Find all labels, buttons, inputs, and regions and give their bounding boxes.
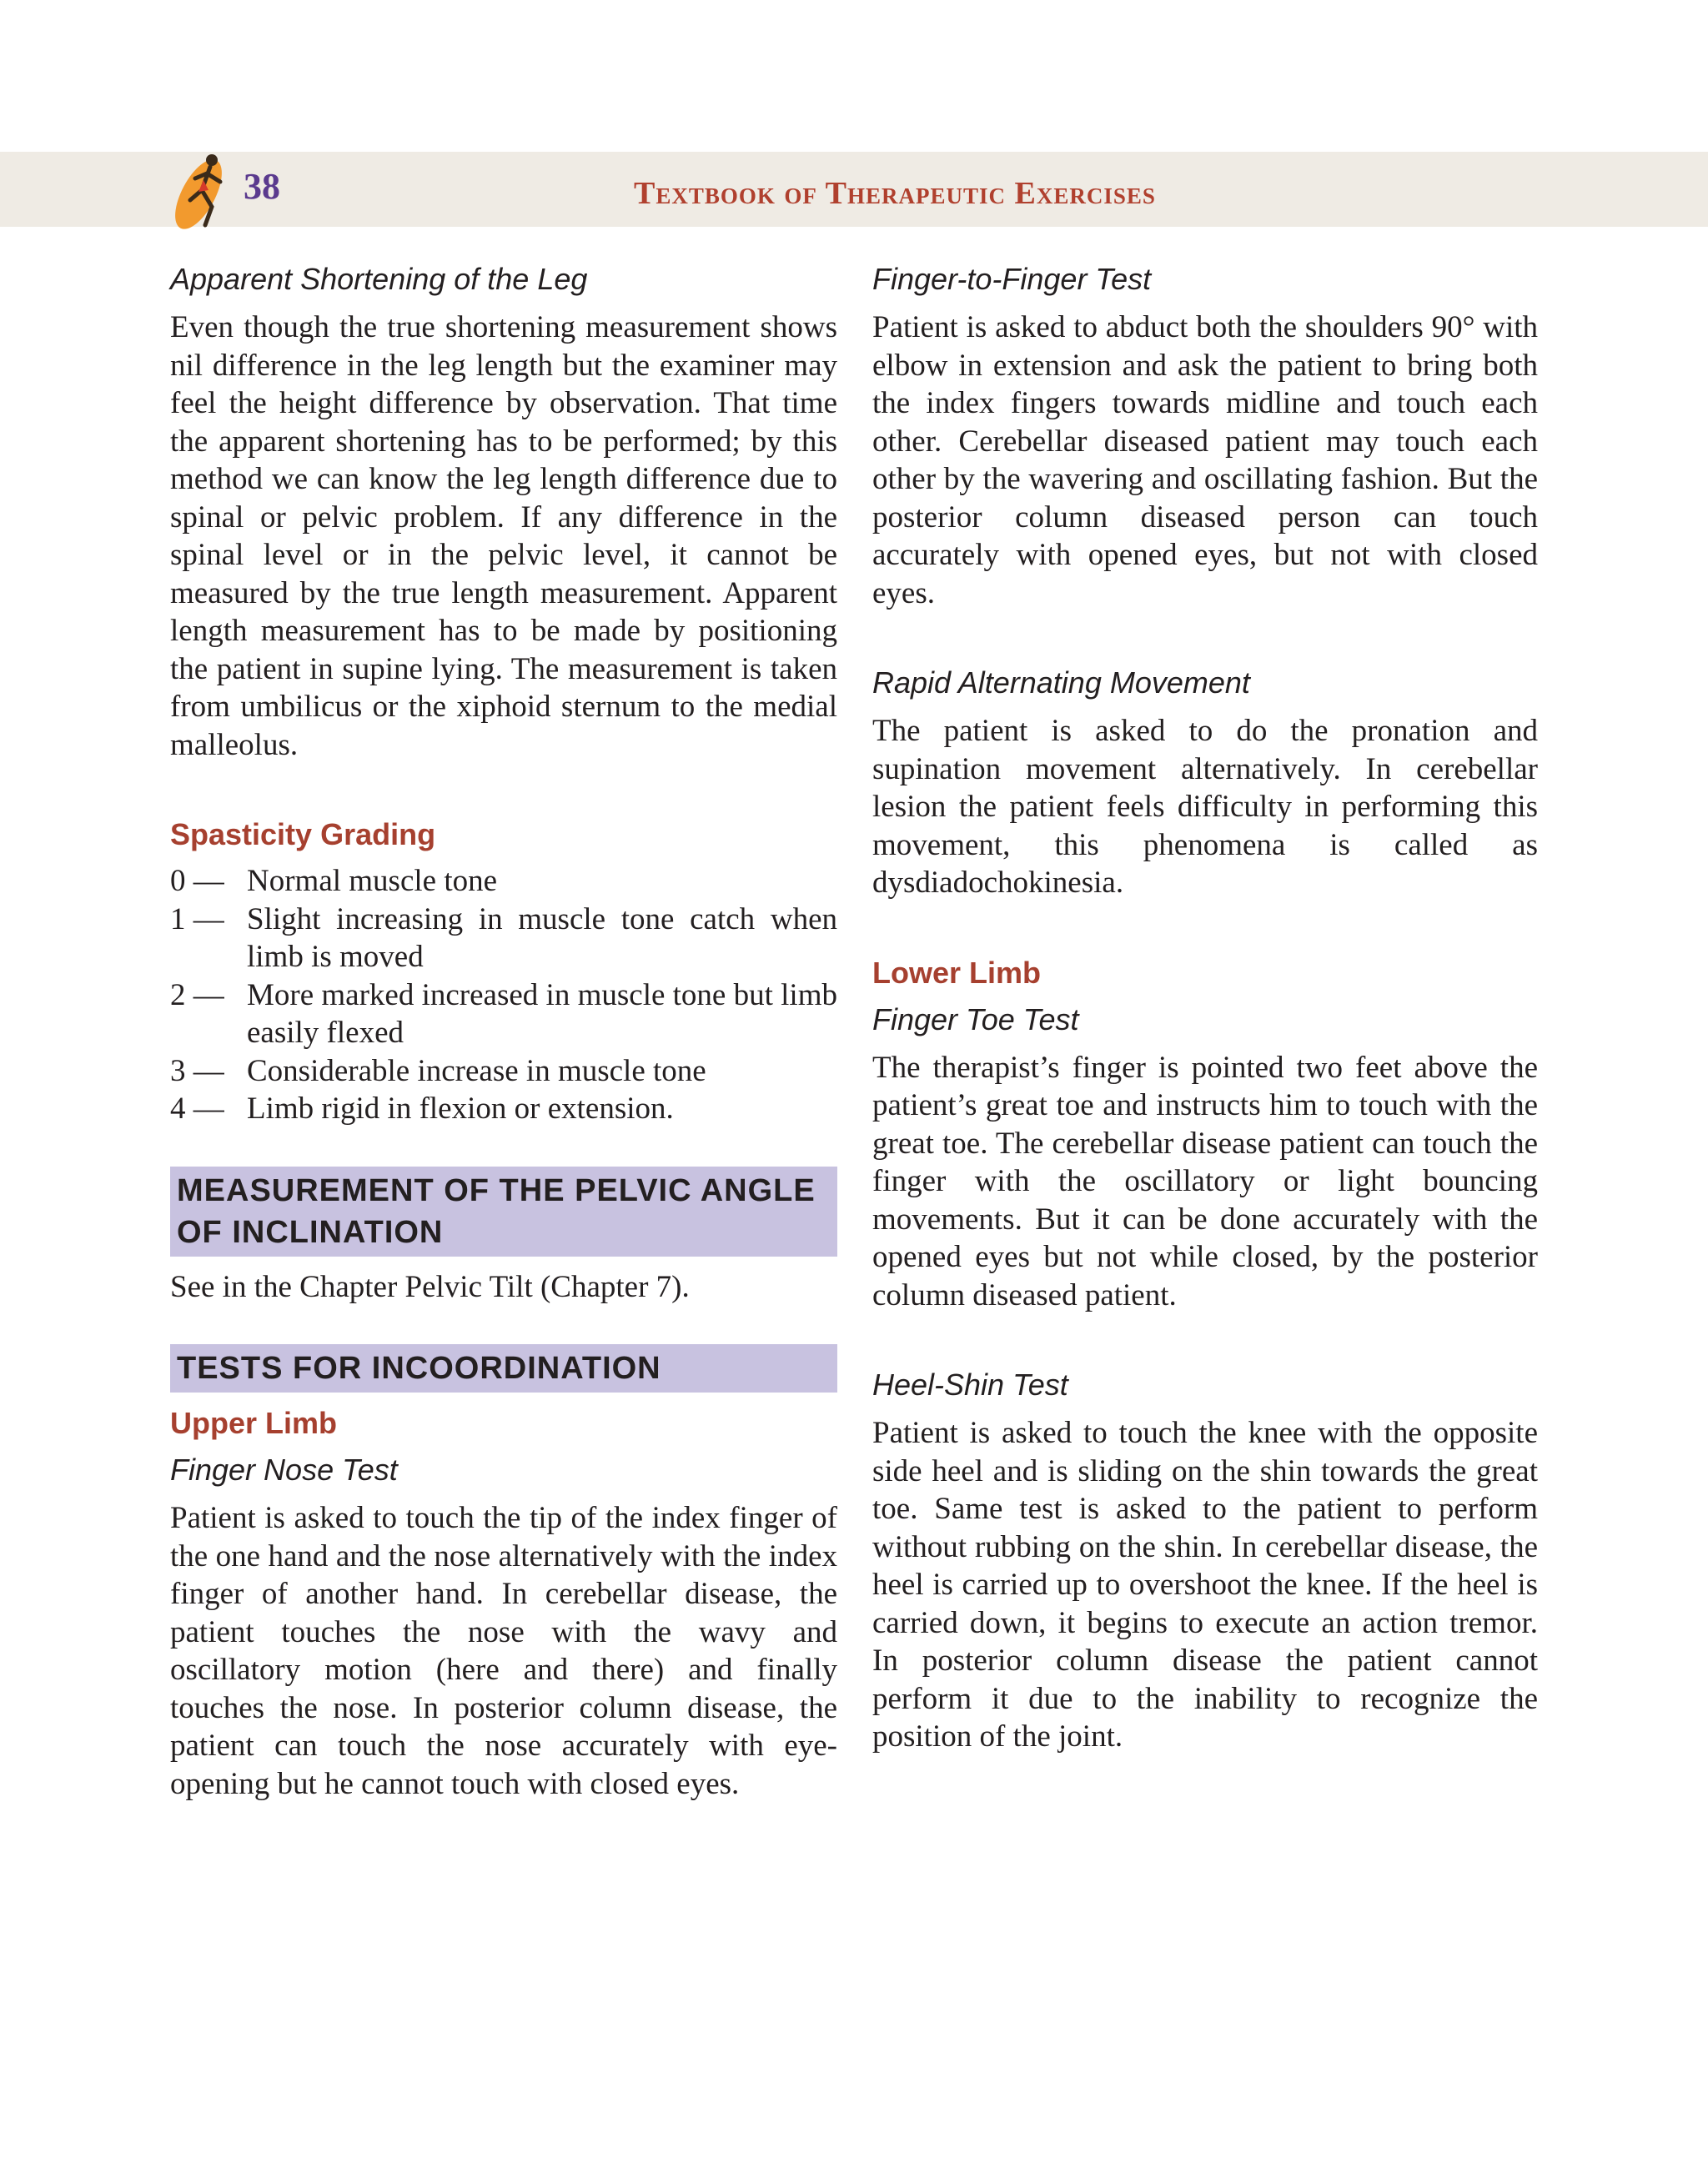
book-title: Textbook of Therapeutic Exercises [634,176,1156,211]
grade-description: Slight increasing in muscle tone catch when limb is moved [247,901,837,974]
incoordination-heading: TESTS FOR INCOORDINATION [170,1344,837,1393]
heel-shin-text: Patient is asked to touch the knee with the opposite side heel and is sliding on the shin towards the great toe. Same test is asked to the patient to perform without rubbing on the shin. In cerebellar disease, the heel is carried up to overshoot the knee. If the heel is carried down, it begins to execute an action tremor. In posterior column disease the patient cannot perform it due to the inability to recognize the position of the joint. [872,1416,1538,1754]
grade-description: Normal muscle tone [247,864,498,898]
finger-nose-text: Patient is asked to touch the tip of the index finger of the one hand and the nose alternatively with the index finger of another hand. In cerebellar disease, the patient touches the nose with the wavy and oscillatory motion (here and there) and finally touches the nose. In posterior column disease, the patient can touch the nose accurately with eye-opening but he cannot touch with closed eyes. [170,1501,837,1801]
runner-logo-icon [165,148,240,232]
page-number: 38 [244,166,280,207]
upper-limb-heading: Upper Limb [170,1406,338,1440]
heel-shin-heading: Heel-Shin Test [872,1368,1068,1402]
grade-item [170,862,837,901]
grade-number: 0 — [170,864,224,898]
grade-item [170,1090,837,1128]
spasticity-grading-heading: Spasticity Grading [170,817,436,851]
rapid-alternating-heading: Rapid Alternating Movement [872,665,1250,700]
rapid-alternating-text: The patient is asked to do the pronation and supination movement alternatively. In cerebellar lesion the patient feels difficulty in performing this movement, this phenomena is called as dysdiadochokinesia. [872,714,1538,900]
grade-item [170,976,837,1052]
grade-description: Limb rigid in flexion or extension. [247,1092,674,1126]
finger-toe-text: The therapist’s finger is pointed two feet above the patient’s great toe and instructs him to touch with the great toe. The cerebellar disease patient can touch the finger with the oscillatory or light bouncing movements. But it can be done accurately with the opened eyes but not while closed, by the posterior column diseased patient. [872,1050,1538,1312]
pelvic-angle-text: See in the Chapter Pelvic Tilt (Chapter 7). [170,1269,690,1304]
grade-number: 3 — [170,1053,224,1088]
lower-limb-heading: Lower Limb [872,955,1042,990]
grade-description: More marked increased in muscle tone but limb easily flexed [247,977,837,1050]
grade-number: 2 — [170,977,224,1012]
grade-number: 4 — [170,1092,224,1126]
grade-number: 1 — [170,901,224,936]
grade-item [170,1052,837,1091]
finger-nose-heading: Finger Nose Test [170,1453,398,1487]
apparent-shortening-heading: Apparent Shortening of the Leg [170,262,588,296]
finger-toe-heading: Finger Toe Test [872,1001,1079,1036]
pelvic-angle-heading: MEASUREMENT OF THE PELVIC ANGLE OF INCLINATION [170,1167,837,1257]
grade-item [170,901,837,976]
apparent-shortening-text: Even though the true shortening measurement shows nil difference in the leg length but the examiner may feel the height difference by observation. That time the apparent shortening has to be performed; by this method we can know the leg length difference due to spinal or pelvic problem. If any difference in the spinal level or in the pelvic level, it cannot be measured by the true length measurement. Apparent length measurement has to be made by positioning the patient in supine lying. The measurement is taken from umbilicus or the xiphoid sternum to the medial malleolus. [170,310,837,762]
finger-to-finger-heading: Finger-to-Finger Test [872,262,1152,296]
grade-description: Considerable increase in muscle tone [247,1053,706,1088]
left-column [170,260,837,1803]
spasticity-grade-list [170,862,837,1128]
finger-to-finger-text: Patient is asked to abduct both the shoulders 90° with elbow in extension and ask the patient to bring both the index fingers towards midline and touch each other. Cerebellar diseased patient may touch each other by the wavering and oscillating fashion. But the posterior column diseased person can touch accurately with opened eyes, but not with closed eyes. [872,310,1538,610]
right-column [872,260,1538,1756]
